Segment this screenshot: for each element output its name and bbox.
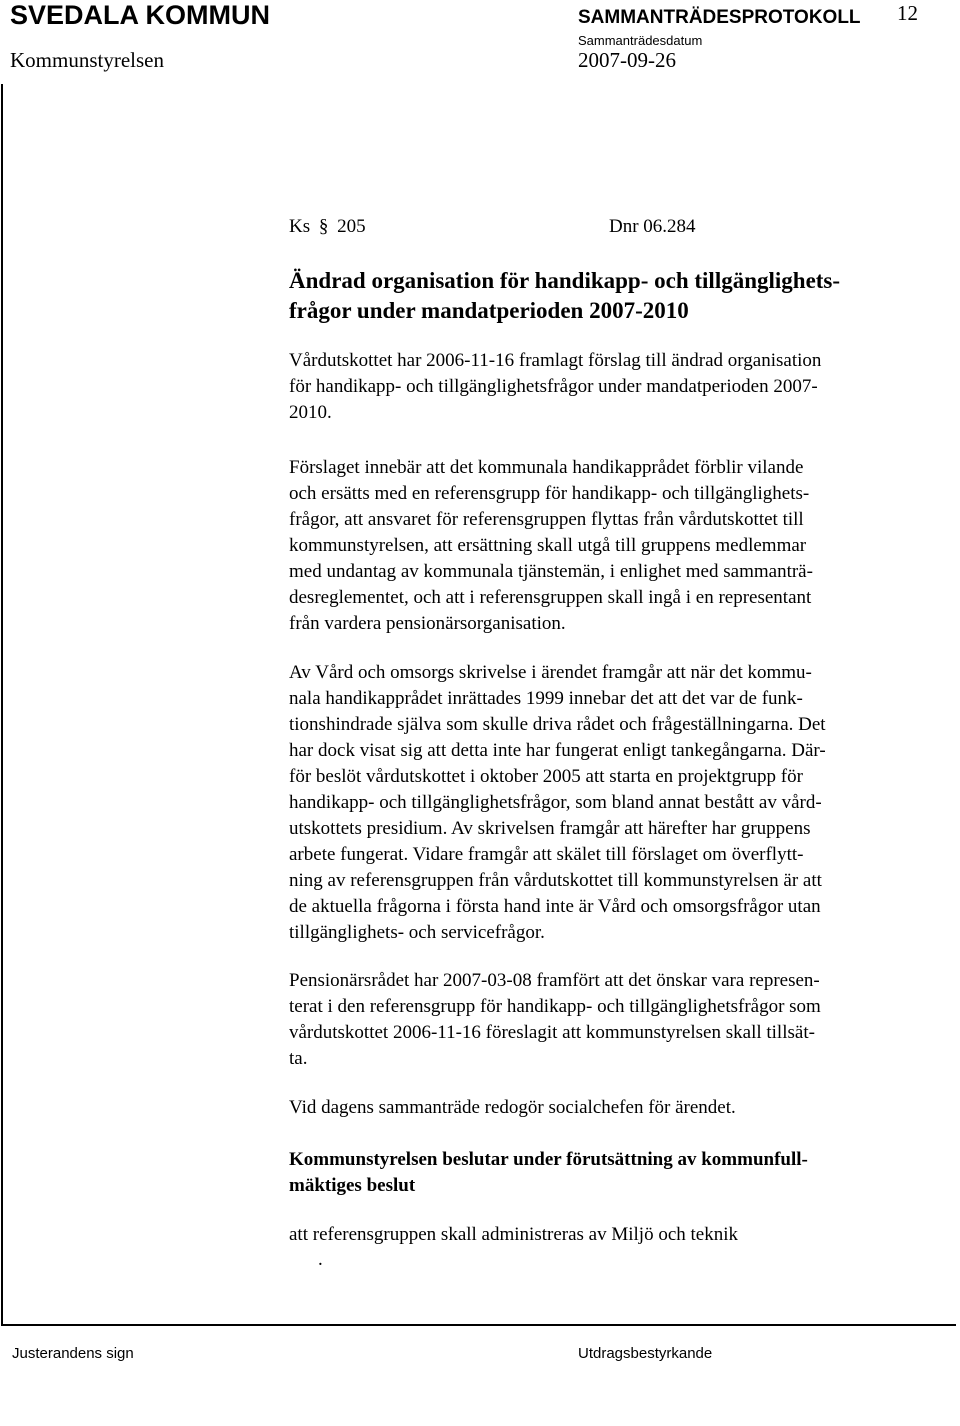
text-line: nala handikapprådet inrättades 1999 innebar det att det var de funk- (289, 688, 803, 709)
diary-number: Dnr 06.284 (609, 216, 696, 237)
text-line: kommunstyrelsen, att ersättning skall utgå till gruppens medlemmar (289, 535, 807, 556)
paragraph-3 (289, 660, 826, 946)
ks-label: Ks (289, 216, 311, 237)
page-number: 12 (897, 1, 918, 25)
case-title (289, 266, 840, 326)
paragraph-5 (289, 1095, 736, 1121)
text-line: arbete fungerat. Vidare framgår att skälet till förslaget om överflytt- (289, 844, 804, 865)
decision-heading-line: mäktiges beslut (289, 1175, 416, 1196)
text-line: ta. (289, 1048, 308, 1069)
text-line: frågor, att ansvaret för referensgruppen flyttas från vårdutskottet till (289, 509, 804, 530)
document-type: SAMMANTRÄDESPROTOKOLL (578, 7, 861, 28)
date-label: Sammanträdesdatum (578, 33, 703, 48)
decision-heading (289, 1147, 808, 1199)
text-line: utskottets presidium. Av skrivelsen framgår att härefter har gruppens (289, 818, 811, 839)
case-title-line: frågor under mandatperioden 2007-2010 (289, 298, 689, 323)
text-line: ning av referensgruppen från vårdutskottet till kommunstyrelsen är att (289, 870, 822, 891)
footer-certification-label: Utdragsbestyrkande (578, 1345, 713, 1362)
text-line: Förslaget innebär att det kommunala handikapprådet förblir vilande (289, 457, 804, 478)
section-symbol: § (318, 216, 329, 237)
paragraph-1 (289, 348, 821, 426)
footer-rule (1, 1324, 956, 1326)
text-line: desreglementet, och att i referensgruppen skall ingå i en representant (289, 587, 812, 608)
text-line: har dock visat sig att detta inte har fungerat enligt tankegångarna. Där- (289, 740, 826, 761)
decision-trailing-dot (318, 1247, 323, 1273)
text-line: de aktuella frågorna i första hand inte är Vård och omsorgsfrågor utan (289, 896, 821, 917)
text-line: Av Vård och omsorgs skrivelse i ärendet framgår att när det kommu- (289, 662, 812, 683)
text-line: handikapp- och tillgänglighetsfrågor, som bland annat bestått av vård- (289, 792, 822, 813)
text-line: för handikapp- och tillgänglighetsfrågor under mandatperioden 2007- (289, 376, 818, 397)
text-line: att referensgruppen skall administreras av Miljö och teknik (289, 1224, 739, 1245)
text-line: . (318, 1249, 323, 1270)
text-line: tionshindrade själva som skulle driva rådet och frågeställningarna. Det (289, 714, 826, 735)
text-line: för beslöt vårdutskottet i oktober 2005 att starta en projektgrupp för (289, 766, 803, 787)
left-margin-rule (1, 84, 3, 1324)
footer-signature-label: Justerandens sign (12, 1345, 134, 1362)
text-line: och ersätts med en referensgrupp för handikapp- och tillgänglighets- (289, 483, 810, 504)
ks-number: 205 (337, 216, 366, 237)
text-line: Vårdutskottet har 2006-11-16 framlagt förslag till ändrad organisation (289, 350, 822, 371)
case-ref (289, 216, 366, 238)
meeting-date: 2007-09-26 (578, 48, 676, 72)
municipality-name: SVEDALA KOMMUN (10, 0, 270, 30)
text-line: tillgänglighets- och servicefrågor. (289, 922, 545, 943)
decision-heading-line: Kommunstyrelsen beslutar under förutsättning av kommunfull- (289, 1149, 808, 1170)
decision-item (289, 1222, 738, 1248)
text-line: från vardera pensionärsorganisation. (289, 613, 566, 634)
text-line: Pensionärsrådet har 2007-03-08 framfört att det önskar vara represen- (289, 970, 820, 991)
text-line: Vid dagens sammanträde redogör socialchefen för ärendet. (289, 1097, 736, 1118)
text-line: terat i den referensgrupp för handikapp- och tillgänglighetsfrågor som (289, 996, 821, 1017)
text-line: med undantag av kommunala tjänstemän, i enlighet med sammanträ- (289, 561, 813, 582)
text-line: 2010. (289, 402, 332, 423)
paragraph-4 (289, 968, 821, 1072)
paragraph-2 (289, 455, 813, 637)
case-title-line: Ändrad organisation för handikapp- och tillgänglighets- (289, 268, 841, 293)
text-line: vårdutskottet 2006-11-16 föreslagit att kommunstyrelsen skall tillsät- (289, 1022, 815, 1043)
committee-name: Kommunstyrelsen (10, 48, 164, 72)
